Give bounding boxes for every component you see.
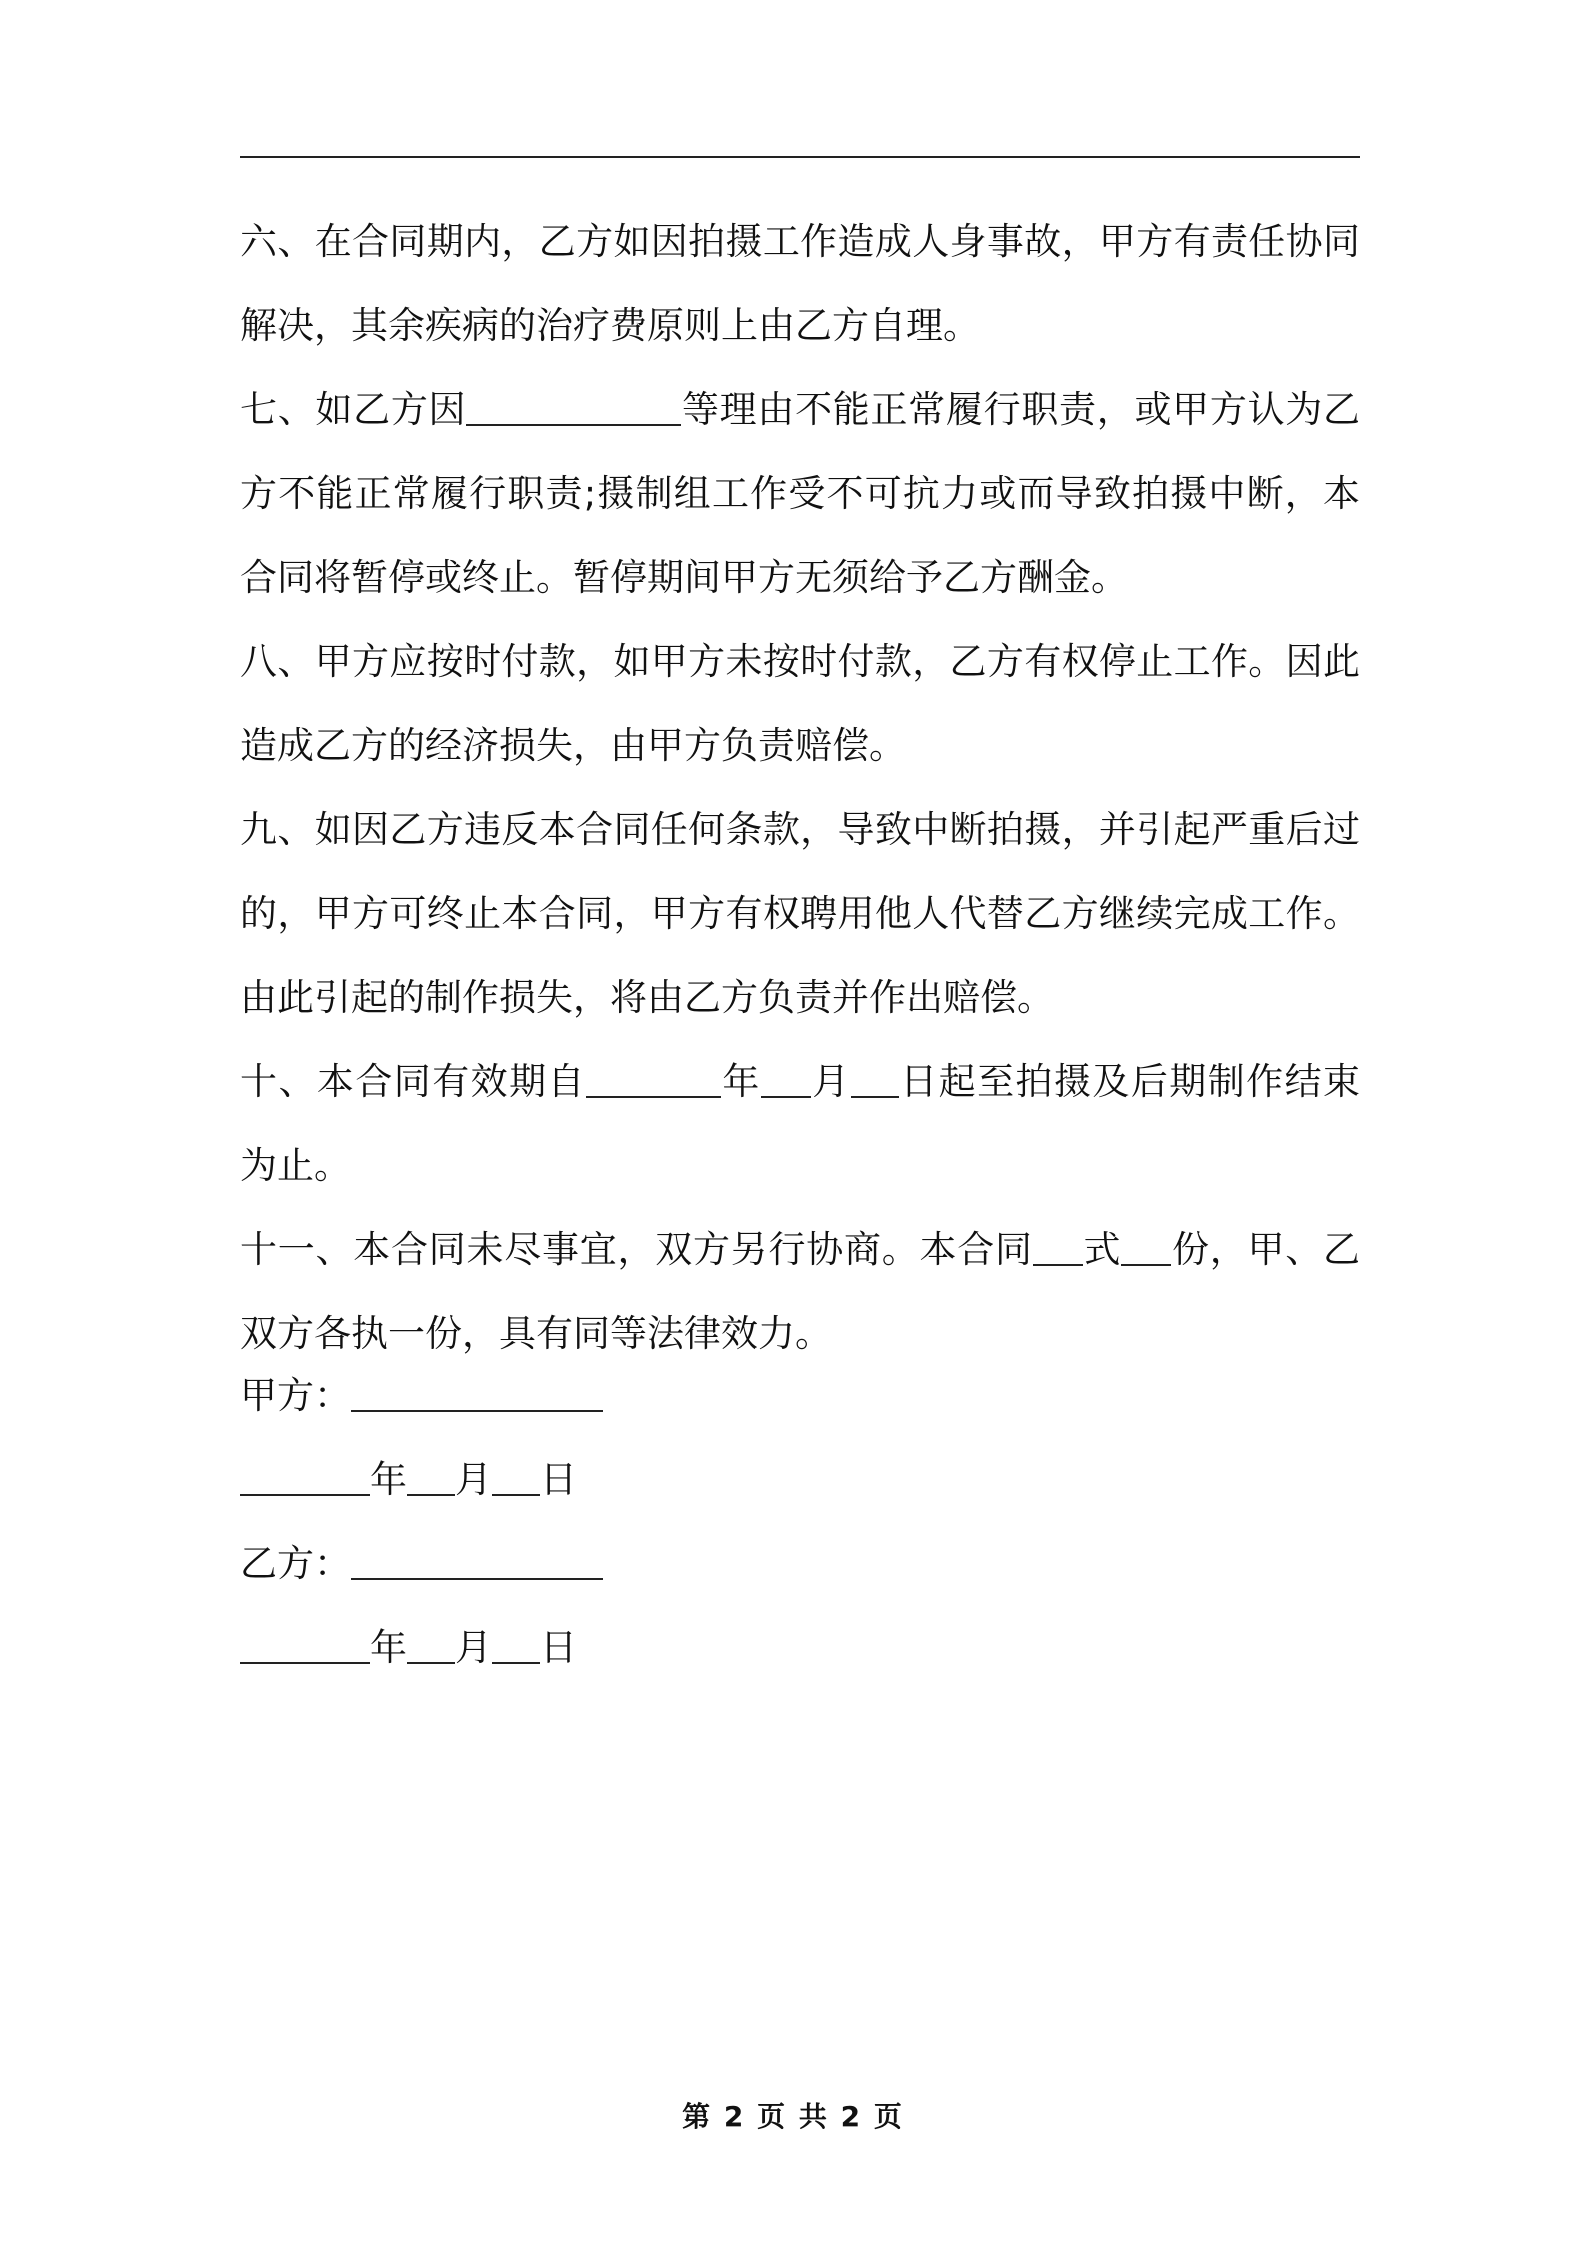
start-day-blank[interactable] xyxy=(851,1060,899,1098)
party-a-day-label: 日 xyxy=(540,1458,577,1501)
clause-10 xyxy=(240,1040,1360,1208)
clause-10-text-b: 日起至拍摄及后期制作结束为止。 xyxy=(240,1060,1361,1187)
reason-blank[interactable] xyxy=(466,388,681,426)
party-a-year-blank[interactable] xyxy=(240,1458,370,1496)
start-year-blank[interactable] xyxy=(586,1060,721,1098)
party-b-month-label: 月 xyxy=(455,1626,492,1669)
party-a-label: 甲方： xyxy=(240,1374,351,1417)
party-a-month-label: 月 xyxy=(455,1458,492,1501)
clause-11-text-b: 份，甲、乙双方各执一份，具有同等法律效力。 xyxy=(240,1228,1360,1355)
party-b-day-label: 日 xyxy=(540,1626,577,1669)
clause-7-text-b: 等理由不能正常履行职责，或甲方认为乙方不能正常履行职责;摄制组工作受不可抗力或而导致拍摄中断，本合同将暂停或终止。暂停期间甲方无须给予乙方酬金。 xyxy=(240,388,1360,599)
party-b-year-label: 年 xyxy=(370,1626,407,1669)
start-month-blank[interactable] xyxy=(761,1060,811,1098)
copies-format-blank[interactable] xyxy=(1033,1228,1083,1266)
party-a-date-line xyxy=(240,1438,603,1522)
party-b-label: 乙方： xyxy=(240,1542,351,1585)
party-b-signature-blank[interactable] xyxy=(351,1542,603,1580)
party-b-day-blank[interactable] xyxy=(492,1626,540,1664)
clause-10-year: 年 xyxy=(720,1060,761,1103)
clause-8-text: 八、甲方应按时付款，如甲方未按时付款，乙方有权停止工作。因此造成乙方的经济损失，由甲方负责赔偿。 xyxy=(240,640,1360,767)
clause-11-shi: 式 xyxy=(1082,1228,1122,1271)
party-b-date-line xyxy=(240,1606,603,1690)
clause-8 xyxy=(240,620,1360,788)
clause-9-text: 九、如因乙方违反本合同任何条款，导致中断拍摄，并引起严重后过的，甲方可终止本合同，甲方有权聘用他人代替乙方继续完成工作。由此引起的制作损失，将由乙方负责并作出赔偿。 xyxy=(240,808,1360,1019)
clause-10-text-a: 十、本合同有效期自 xyxy=(240,1060,586,1103)
clause-10-month: 月 xyxy=(810,1060,851,1103)
clause-7-text-a: 七、如乙方因 xyxy=(240,388,467,431)
party-b-year-blank[interactable] xyxy=(240,1626,370,1664)
party-a-year-label: 年 xyxy=(370,1458,407,1501)
clause-6-text: 六、在合同期内，乙方如因拍摄工作造成人身事故，甲方有责任协同解决，其余疾病的治疗费原则上由乙方自理。 xyxy=(240,220,1360,347)
header-rule xyxy=(240,156,1360,158)
party-b-line xyxy=(240,1522,603,1606)
party-a-line xyxy=(240,1354,603,1438)
party-a-signature-blank[interactable] xyxy=(351,1374,603,1412)
party-a-month-blank[interactable] xyxy=(407,1458,455,1496)
signature-block xyxy=(240,1354,603,1690)
copies-count-blank[interactable] xyxy=(1121,1228,1171,1266)
clause-11-text-a: 十一、本合同未尽事宜，双方另行协商。本合同 xyxy=(240,1228,1033,1271)
party-b-month-blank[interactable] xyxy=(407,1626,455,1664)
clause-7 xyxy=(240,368,1360,620)
clause-11 xyxy=(240,1208,1360,1376)
clause-6 xyxy=(240,200,1360,368)
party-a-day-blank[interactable] xyxy=(492,1458,540,1496)
page-number-footer: 第 2 页 共 2 页 xyxy=(682,2100,904,2133)
contract-body xyxy=(240,200,1360,1376)
clause-9 xyxy=(240,788,1360,1040)
